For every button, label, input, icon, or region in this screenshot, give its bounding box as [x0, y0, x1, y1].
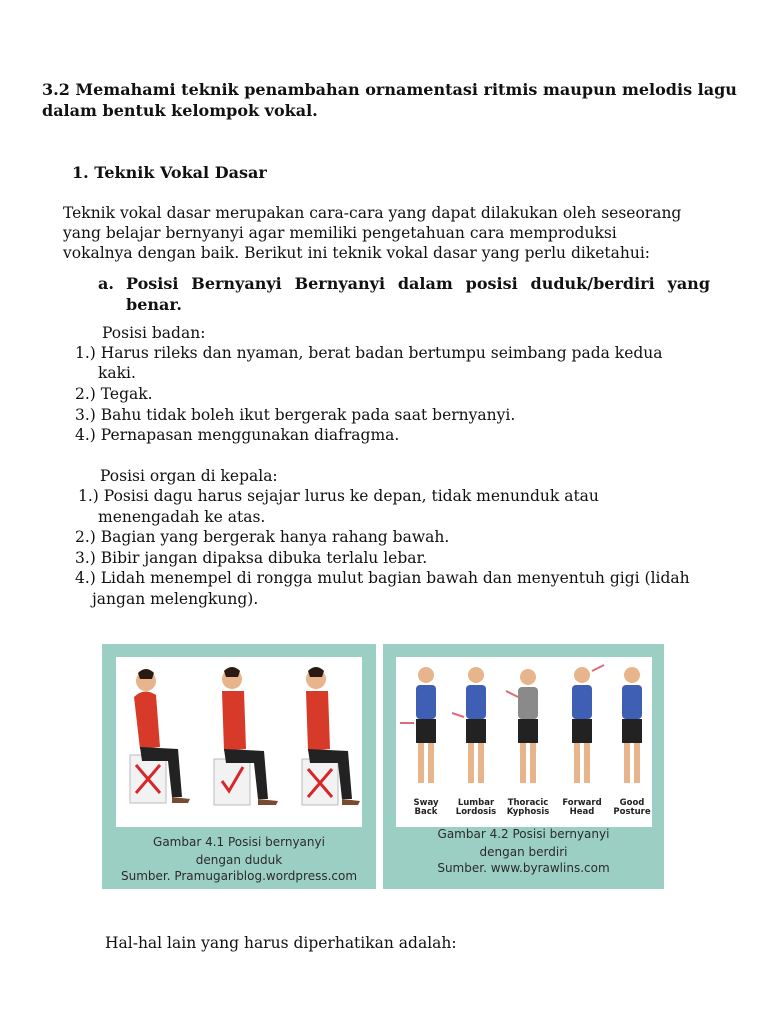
section-title-line2: dalam bentuk kelompok vokal. — [42, 101, 318, 120]
closing-line: Hal-hal lain yang harus diperhatikan adalah: — [105, 934, 457, 952]
intro-line-2: yang belajar bernyanyi agar memiliki pengetahuan cara memproduksi — [63, 224, 617, 242]
organ-item-1: 1.) Posisi dagu harus sejajar lurus ke depan, tidak menunduk atau — [78, 487, 599, 505]
figure2-caption-line1: Gambar 4.2 Posisi bernyanyi — [437, 827, 610, 841]
posture-label-thoracic-kyphosis: Thoracic Kyphosis — [506, 798, 550, 817]
sitting-figure-correct — [214, 667, 278, 805]
standing-illustration — [396, 657, 652, 807]
posture-label-lumbar-lordosis: Lumbar Lordosis — [455, 798, 497, 817]
item-a-line2: benar. — [126, 295, 182, 314]
posture-label-forward-head: Forward Head — [562, 798, 602, 817]
posture-label-good-posture: Good Posture — [613, 798, 651, 817]
standing-figure-2 — [452, 667, 486, 783]
standing-figure-3 — [506, 669, 538, 783]
figure1-caption-line2: dengan duduk — [195, 853, 283, 867]
intro-line-3: vokalnya dengan baik. Berikut ini teknik vokal dasar yang perlu diketahui: — [63, 244, 651, 262]
posisi-badan-title: Posisi badan: — [102, 324, 206, 342]
standing-figure-4 — [572, 665, 604, 783]
figure2-source: Sumber. www.byrawlins.com — [437, 861, 610, 875]
figure1-source: Sumber. Pramugariblog.wordpress.com — [120, 869, 358, 883]
sitting-figure-wrong-2 — [302, 667, 360, 805]
badan-item-2: 2.) Tegak. — [75, 385, 153, 403]
badan-item-3: 3.) Bahu tidak boleh ikut bergerak pada saat bernyanyi. — [75, 406, 516, 424]
sitting-figure-wrong-1 — [130, 669, 190, 803]
figure2-caption-line2: dengan berdiri — [479, 845, 568, 859]
badan-item-1-cont: kaki. — [98, 364, 136, 382]
badan-item-1: 1.) Harus rileks dan nyaman, berat badan bertumpu seimbang pada kedua — [75, 344, 663, 362]
posture-label-sway-back: Sway Back — [413, 798, 439, 817]
organ-item-1-cont: menengadah ke atas. — [98, 508, 266, 526]
organ-item-4: 4.) Lidah menempel di rongga mulut bagian bawah dan menyentuh gigi (lidah — [75, 569, 690, 587]
standing-figure-1 — [400, 667, 436, 783]
intro-line-1: Teknik vokal dasar merupakan cara-cara yang dapat dilakukan oleh seseorang — [63, 204, 682, 222]
organ-item-4-cont: jangan melengkung). — [92, 590, 259, 608]
item-a-marker: a. — [98, 274, 114, 293]
sub-heading: 1. Teknik Vokal Dasar — [72, 163, 267, 182]
sitting-photo — [116, 657, 362, 827]
organ-item-3: 3.) Bibir jangan dipaksa dibuka terlalu lebar. — [75, 549, 428, 567]
organ-item-2: 2.) Bagian yang bergerak hanya rahang bawah. — [75, 528, 450, 546]
badan-item-4: 4.) Pernapasan menggunakan diafragma. — [75, 426, 400, 444]
standing-figure-5 — [622, 667, 642, 783]
figure-sitting — [102, 644, 376, 889]
section-title-line1: 3.2 Memahami teknik penambahan ornamentasi ritmis maupun melodis lagu — [42, 80, 737, 99]
posisi-organ-title: Posisi organ di kepala: — [100, 467, 278, 485]
standing-photo — [396, 657, 652, 827]
sitting-illustration — [116, 657, 362, 827]
figure-standing — [383, 644, 664, 889]
item-a-line1: Posisi Bernyanyi Bernyanyi dalam posisi duduk/berdiri yang — [126, 274, 710, 293]
figure1-caption-line1: Gambar 4.1 Posisi bernyanyi — [153, 835, 325, 849]
